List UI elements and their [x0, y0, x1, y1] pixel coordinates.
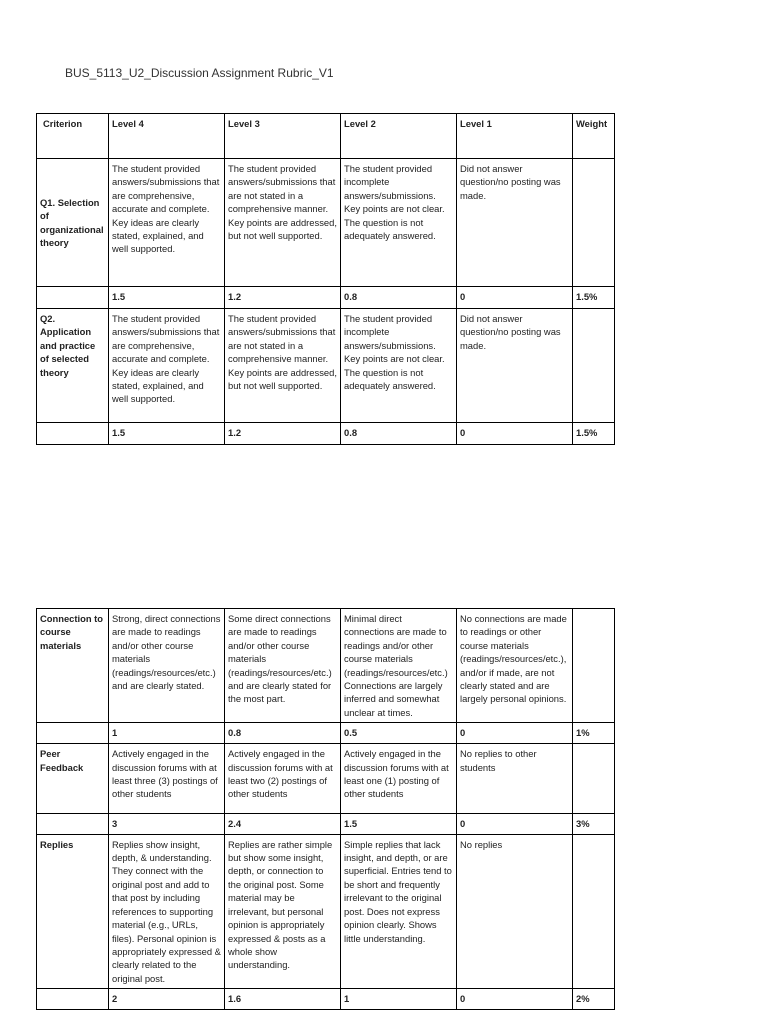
rubric-table-1 — [36, 113, 615, 445]
weight-cell — [573, 309, 615, 423]
level-2-cell: The student provided incomplete answers/submissions. Key points are not clear. The question is not adequately answered. — [341, 309, 457, 423]
document-title: BUS_5113_U2_Discussion Assignment Rubric_V1 — [65, 66, 334, 80]
score-row — [37, 814, 615, 834]
score-weight: 1.5% — [573, 287, 615, 309]
level-1-cell: No connections are made to readings or other course materials (readings/resources/etc.), and/or if made, are not clearly stated and are largely personal opinions. — [457, 609, 573, 723]
level-1-cell: No replies — [457, 834, 573, 988]
table-row — [37, 309, 615, 423]
score-level-2: 1 — [341, 989, 457, 1009]
weight-cell — [573, 744, 615, 814]
level-4-cell: The student provided answers/submissions that are comprehensive, accurate and complete. Key ideas are clearly stated, explained, and well supported. — [109, 309, 225, 423]
level-4-cell: The student provided answers/submissions that are comprehensive, accurate and complete. Key ideas are clearly stated, explained, and well supported. — [109, 159, 225, 287]
score-level-1: 0 — [457, 814, 573, 834]
weight-cell — [573, 159, 615, 287]
score-spacer-cell — [37, 287, 109, 309]
score-level-1: 0 — [457, 989, 573, 1009]
score-level-4: 1.5 — [109, 287, 225, 309]
score-weight: 1% — [573, 723, 615, 744]
weight-cell — [573, 834, 615, 988]
score-row — [37, 723, 615, 744]
level-1-cell: Did not answer question/no posting was made. — [457, 159, 573, 287]
level-2-cell: Simple replies that lack insight, and depth, or are superficial. Entries tend to be short and frequently irrelevant to the original post. Does not express opinion clearly. Shows little understanding. — [341, 834, 457, 988]
score-level-1: 0 — [457, 287, 573, 309]
level-4-cell: Replies show insight, depth, & understanding. They connect with the original post and add to that post by including references to supporting material (e.g., URLs, files). Personal opinion is appropriately expressed & clearly related to the original post. — [109, 834, 225, 988]
score-weight: 2% — [573, 989, 615, 1009]
criterion-cell: Peer Feedback — [37, 744, 109, 814]
header-row — [37, 114, 615, 159]
table-row — [37, 744, 615, 814]
score-row — [37, 423, 615, 445]
table-row — [37, 609, 615, 723]
header-criterion: Criterion — [37, 114, 109, 159]
level-4-cell: Actively engaged in the discussion forums with at least three (3) postings of other students — [109, 744, 225, 814]
score-spacer-cell — [37, 423, 109, 445]
score-level-4: 1.5 — [109, 423, 225, 445]
level-2-cell: The student provided incomplete answers/submissions. Key points are not clear. The question is not adequately answered. — [341, 159, 457, 287]
score-row — [37, 287, 615, 309]
header-level-4: Level 4 — [109, 114, 225, 159]
level-4-cell: Strong, direct connections are made to readings and/or other course materials (readings/resources/etc.) and are clearly stated. — [109, 609, 225, 723]
score-level-3: 1.2 — [225, 287, 341, 309]
score-spacer-cell — [37, 814, 109, 834]
header-weight: Weight — [573, 114, 615, 159]
header-level-1: Level 1 — [457, 114, 573, 159]
score-level-3: 1.2 — [225, 423, 341, 445]
score-level-4: 3 — [109, 814, 225, 834]
level-3-cell: The student provided answers/submissions that are not stated in a comprehensive manner. Key points are addressed, but not well supported. — [225, 159, 341, 287]
score-level-3: 1.6 — [225, 989, 341, 1009]
level-2-cell: Minimal direct connections are made to readings and/or other course materials (readings/resources/etc.) Connections are largely inferred and somewhat unclear at times. — [341, 609, 457, 723]
header-level-3: Level 3 — [225, 114, 341, 159]
level-1-cell: No replies to other students — [457, 744, 573, 814]
header-level-2: Level 2 — [341, 114, 457, 159]
score-level-4: 1 — [109, 723, 225, 744]
level-1-cell: Did not answer question/no posting was made. — [457, 309, 573, 423]
criterion-cell: Replies — [37, 834, 109, 988]
level-3-cell: The student provided answers/submissions that are not stated in a comprehensive manner. Key points are addressed, but not well supported. — [225, 309, 341, 423]
score-level-3: 2.4 — [225, 814, 341, 834]
score-level-2: 0.5 — [341, 723, 457, 744]
score-level-1: 0 — [457, 423, 573, 445]
criterion-cell: Q1. Selection of organizational theory — [37, 159, 109, 287]
weight-cell — [573, 609, 615, 723]
criterion-cell: Q2. Application and practice of selected theory — [37, 309, 109, 423]
table-row — [37, 159, 615, 287]
score-level-2: 0.8 — [341, 287, 457, 309]
level-3-cell: Replies are rather simple but show some insight, depth, or connection to the original post. Some material may be irrelevant, but personal opinion is appropriately expressed & posts as a whole show understanding. — [225, 834, 341, 988]
score-weight: 1.5% — [573, 423, 615, 445]
score-spacer-cell — [37, 989, 109, 1009]
level-3-cell: Some direct connections are made to readings and/or other course materials (readings/resources/etc.) and are clearly stated for the most part. — [225, 609, 341, 723]
table-row — [37, 834, 615, 988]
score-level-2: 1.5 — [341, 814, 457, 834]
score-spacer-cell — [37, 723, 109, 744]
level-2-cell: Actively engaged in the discussion forums with at least one (1) posting of other students — [341, 744, 457, 814]
level-3-cell: Actively engaged in the discussion forums with at least two (2) postings of other students — [225, 744, 341, 814]
score-weight: 3% — [573, 814, 615, 834]
score-level-4: 2 — [109, 989, 225, 1009]
criterion-cell: Connection to course materials — [37, 609, 109, 723]
score-row — [37, 989, 615, 1009]
rubric-table-2 — [36, 608, 615, 1010]
score-level-1: 0 — [457, 723, 573, 744]
score-level-3: 0.8 — [225, 723, 341, 744]
score-level-2: 0.8 — [341, 423, 457, 445]
